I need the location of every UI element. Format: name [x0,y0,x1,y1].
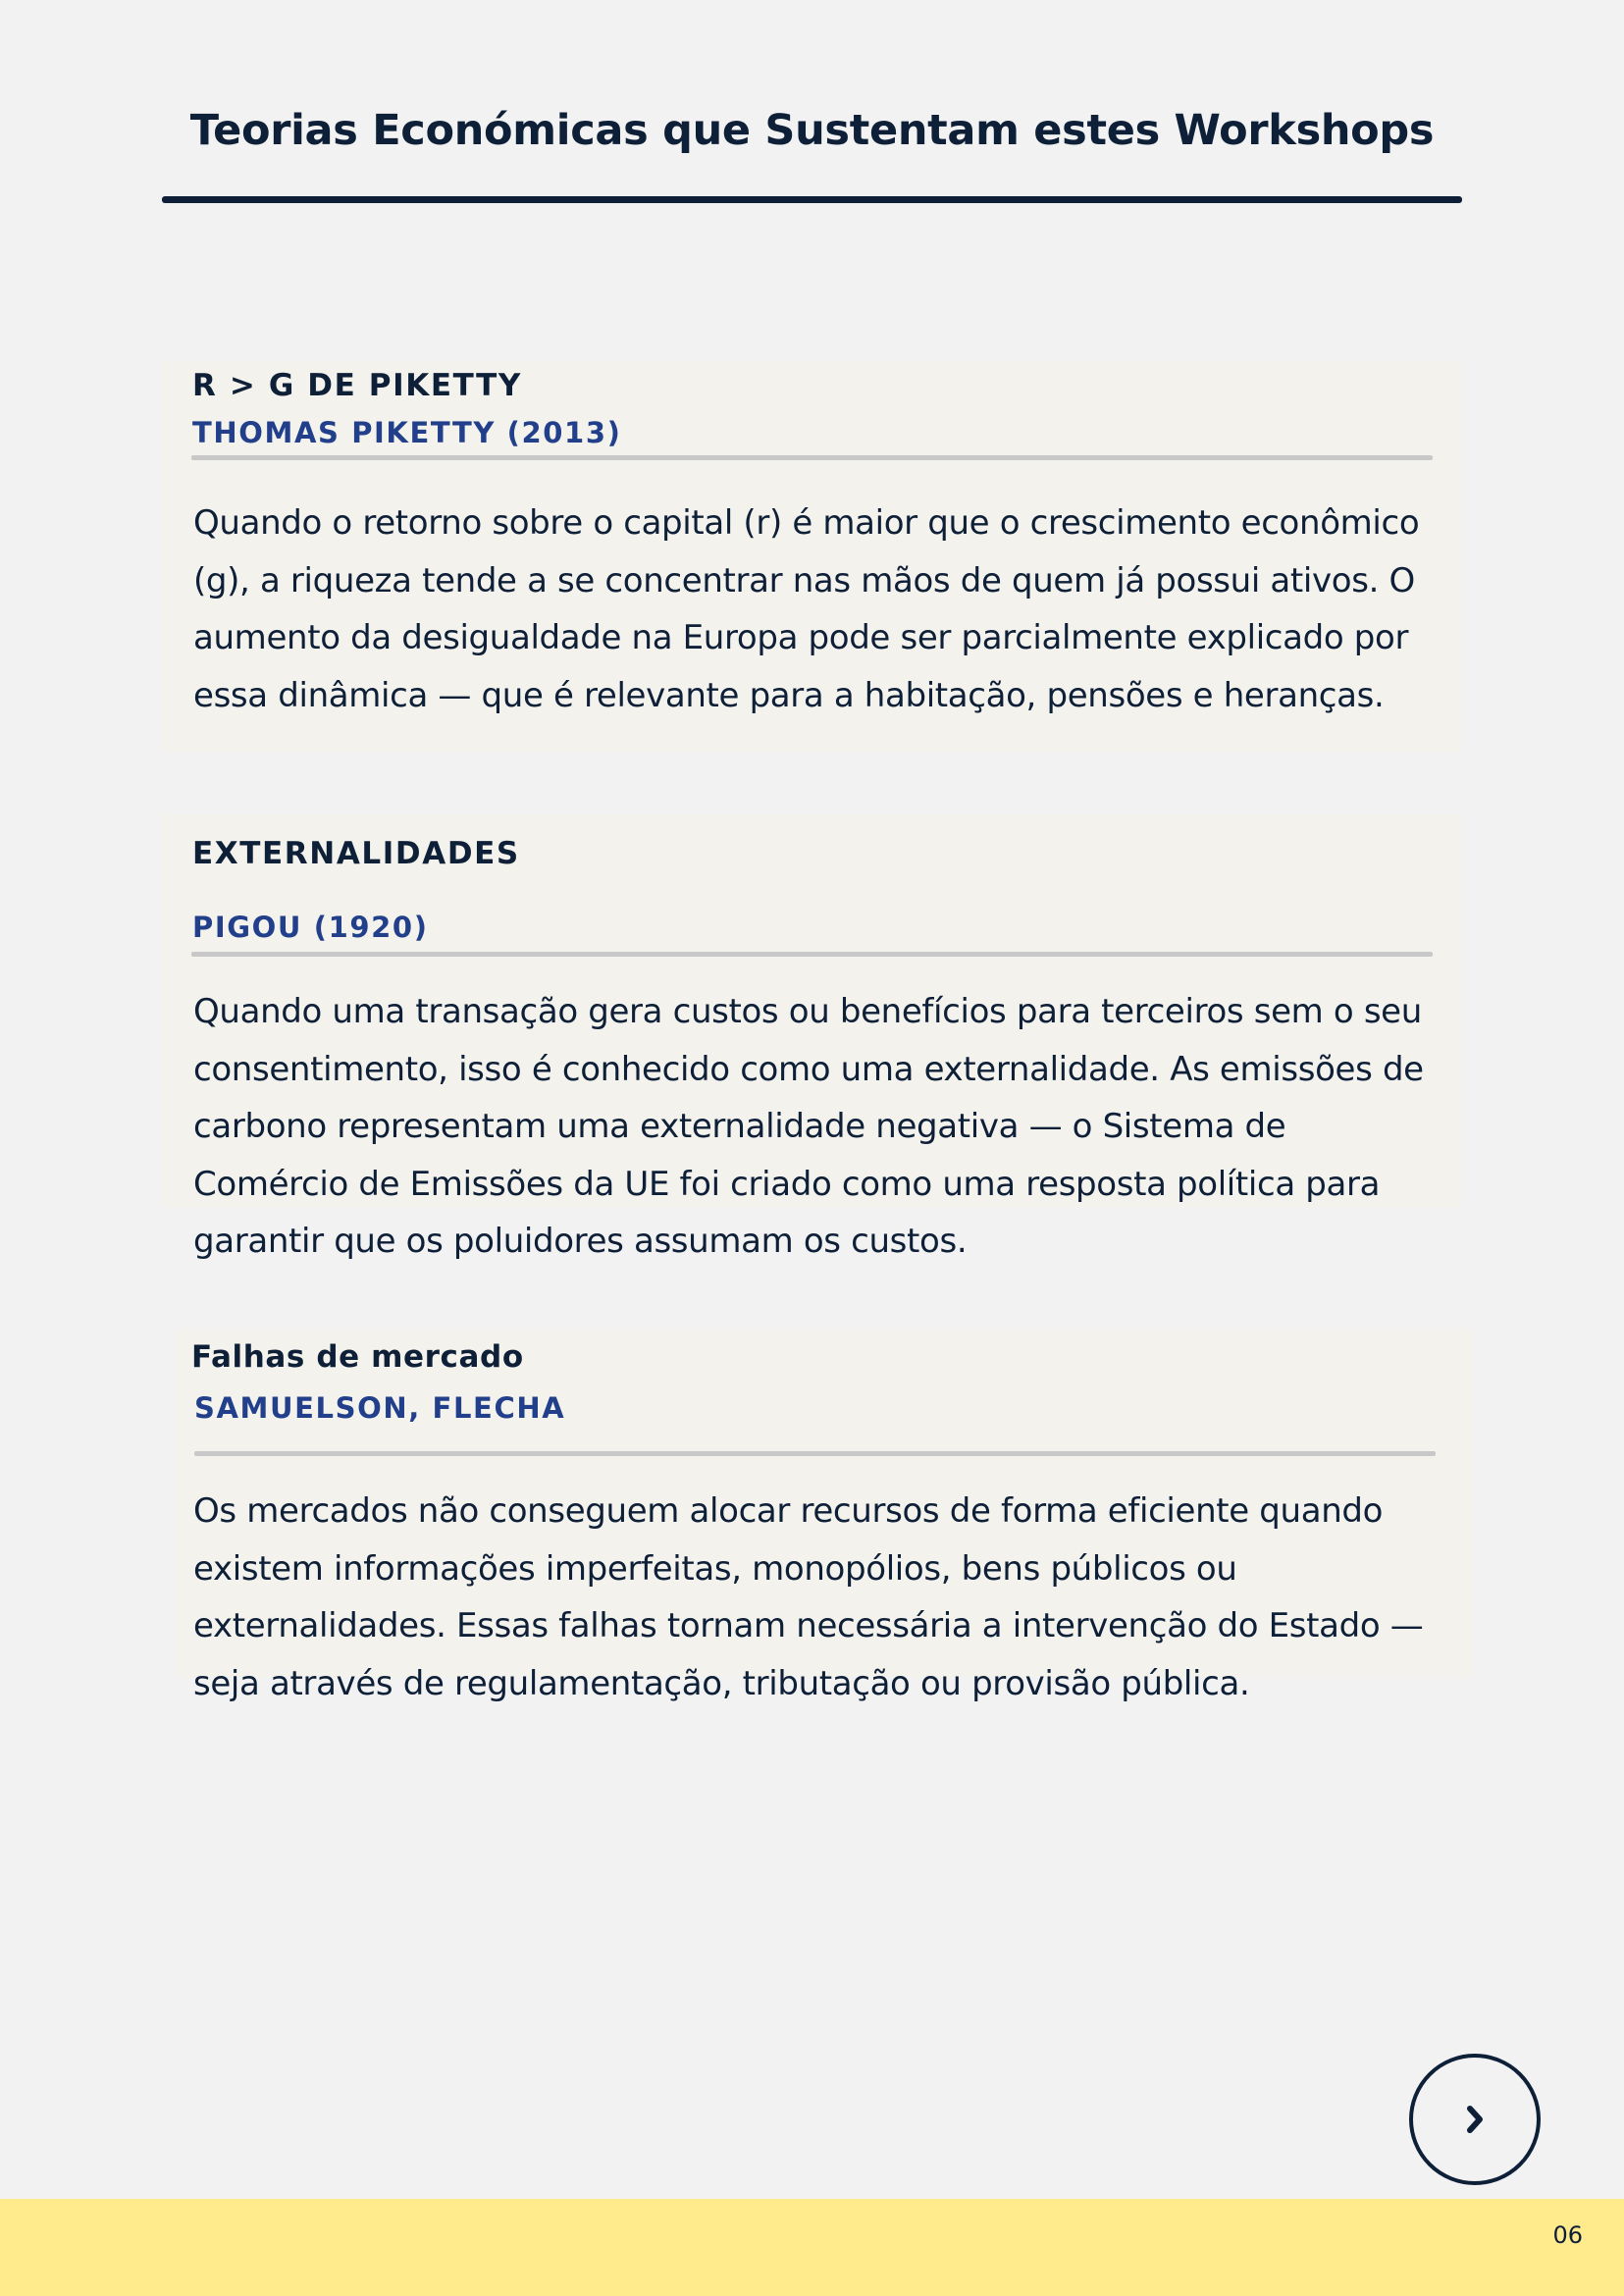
page-title: Teorias Económicas que Sustentam estes Workshops [189,106,1435,155]
section-heading: EXTERNALIDADES [192,836,520,871]
section-divider [191,455,1433,460]
chevron-right-icon [1463,2103,1487,2136]
section-body: Quando o retorno sobre o capital (r) é maior que o crescimento econômico (g), a riqueza tende a se concentrar nas mãos de quem já possui ativos. O aumento da desigualdade na Europa pode ser parcialmente explicado por essa dinâmica — que é relevante para a habitação, pensões e heranças. [193,503,1420,715]
section-divider [191,952,1433,957]
section-heading: Falhas de mercado [191,1339,524,1375]
section-body: Quando uma transação gera custos ou benefícios para terceiros sem o seu consentimento, isso é conhecido como uma externalidade. As emissões de carbono representam uma externalidade negativa — o Sistema de Comércio de Emissões da UE foi criado como uma resposta política para garantir que os poluidores assumam os custos. [193,992,1424,1261]
footer-band [0,2199,1624,2296]
section-author: SAMUELSON, FLECHA [194,1391,566,1425]
title-underline [162,196,1462,203]
section-divider [194,1451,1436,1456]
section-author: THOMAS PIKETTY (2013) [192,416,622,449]
section-author: PIGOU (1920) [192,911,429,944]
section-body: Os mercados não conseguem alocar recursos de forma eficiente quando existem informações imperfeitas, monopólios, bens públicos ou externalidades. Essas falhas tornam necessária a intervenção do Estado — seja através de regulamentação, tributação ou provisão pública. [193,1491,1424,1703]
next-page-button[interactable] [1409,2054,1541,2185]
section-heading: R > G DE PIKETTY [192,368,522,403]
page-number: 06 [1552,2221,1583,2249]
